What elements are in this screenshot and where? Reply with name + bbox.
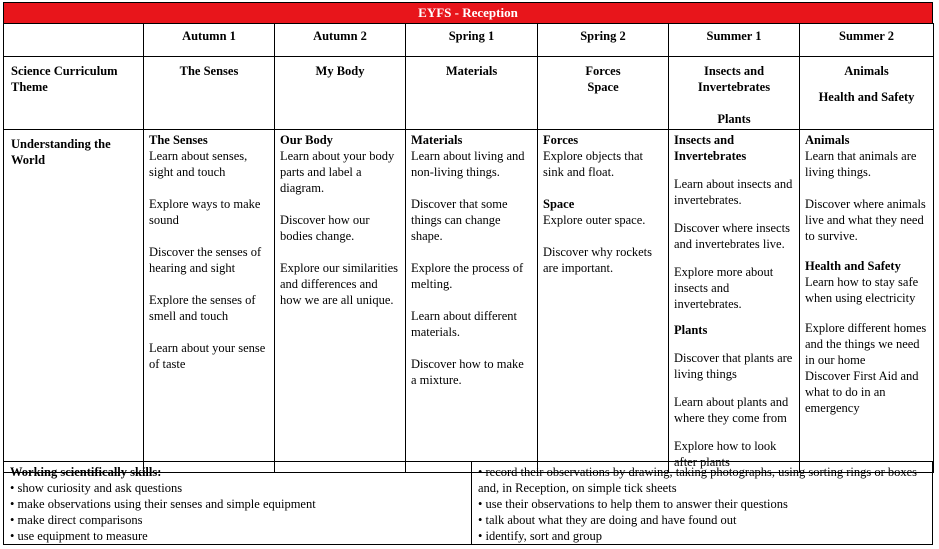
section-heading: Health and Safety — [805, 259, 901, 273]
theme-text: Space — [587, 80, 619, 94]
theme-text: Forces — [585, 64, 621, 78]
theme-row — [4, 57, 934, 130]
theme-text: Materials — [445, 64, 498, 78]
curriculum-table — [3, 23, 934, 473]
theme-text: The Senses — [179, 64, 239, 78]
term-autumn-1: Autumn 1 — [144, 24, 275, 57]
activity-text: Discover how to make a mixture. — [411, 357, 524, 387]
theme-text: Plants — [717, 112, 751, 126]
utw-row-label: Understanding the World — [4, 130, 144, 473]
activity-text: Discover how our bodies change. — [280, 213, 370, 243]
activity-text: Discover the senses of hearing and sight — [149, 245, 262, 275]
theme-text: My Body — [315, 64, 365, 78]
activity-text: Learn about plants and where they come from — [674, 395, 789, 425]
activity-text: Discover why rockets are important. — [543, 245, 652, 275]
section-heading: Space — [543, 197, 575, 211]
term-spring-2: Spring 2 — [538, 24, 669, 57]
theme-row-label: Science Curriculum Theme — [4, 57, 144, 130]
theme-text: Insects and Invertebrates — [697, 64, 771, 94]
utw-summer-1 — [669, 130, 800, 473]
skills-title: Working scientifically skills: — [10, 465, 162, 479]
activity-text: Explore ways to make sound — [149, 197, 261, 227]
theme-summer-1 — [669, 57, 800, 130]
utw-spring-2 — [538, 130, 669, 473]
activity-text: Discover First Aid and what to do in an emergency — [805, 369, 919, 415]
skill-item: • make observations using their senses and simple equipment — [10, 497, 316, 511]
activity-text: Explore the senses of smell and touch — [149, 293, 256, 323]
skills-left-column — [4, 462, 472, 544]
section-heading: Plants — [674, 323, 708, 337]
term-spring-1: Spring 1 — [406, 24, 538, 57]
theme-autumn-1 — [144, 57, 275, 130]
section-heading: Animals — [805, 133, 850, 147]
activity-text: Discover where insects and invertebrates live. — [674, 221, 790, 251]
activity-text: Discover that plants are living things — [674, 351, 793, 381]
skill-item: • use their observations to help them to answer their questions — [478, 497, 788, 511]
skill-item: • use equipment to measure — [10, 529, 148, 543]
skill-item: • record their observations by drawing, taking photographs, using sorting rings or boxes and, in Reception, on simple tick sheets — [478, 465, 918, 495]
activity-text: Explore outer space. — [543, 213, 646, 227]
section-heading: Forces — [543, 133, 579, 147]
skill-item: • make direct comparisons — [10, 513, 143, 527]
activity-text: Learn about your body parts and label a diagram. — [280, 149, 395, 195]
term-summer-1: Summer 1 — [669, 24, 800, 57]
activity-text: Explore more about insects and invertebrates. — [674, 265, 774, 311]
page-title: EYFS - Reception — [3, 2, 933, 24]
theme-spring-2 — [538, 57, 669, 130]
skills-right-column — [472, 462, 932, 544]
section-heading: Insects and Invertebrates — [674, 133, 747, 163]
theme-spring-1 — [406, 57, 538, 130]
activity-text: Learn how to stay safe when using electricity — [805, 275, 919, 305]
theme-autumn-2 — [275, 57, 406, 130]
activity-text: Learn about senses, sight and touch — [149, 149, 248, 179]
corner-cell — [4, 24, 144, 57]
theme-summer-2 — [800, 57, 934, 130]
activity-text: Discover that some things can change shape. — [411, 197, 508, 243]
section-heading: Materials — [411, 133, 463, 147]
activity-text: Learn about different materials. — [411, 309, 517, 339]
activity-text: Discover where animals live and what they need to survive. — [805, 197, 926, 243]
activity-text: Learn about insects and invertebrates. — [674, 177, 793, 207]
understanding-world-row — [4, 130, 934, 473]
skill-item: • show curiosity and ask questions — [10, 481, 183, 495]
utw-autumn-1 — [144, 130, 275, 473]
activity-text: Explore objects that sink and float. — [543, 149, 643, 179]
activity-text: Learn about your sense of taste — [149, 341, 266, 371]
activity-text: Learn about living and non-living things. — [411, 149, 525, 179]
theme-text: Health and Safety — [818, 90, 915, 104]
utw-summer-2 — [800, 130, 934, 473]
term-summer-2: Summer 2 — [800, 24, 934, 57]
activity-text: Explore the process of melting. — [411, 261, 524, 291]
skill-item: • talk about what they are doing and have found out — [478, 513, 737, 527]
utw-spring-1 — [406, 130, 538, 473]
working-scientifically-box — [3, 461, 933, 545]
curriculum-sheet — [3, 2, 933, 545]
term-header-row — [4, 24, 934, 57]
section-heading: Our Body — [280, 133, 333, 147]
section-heading: The Senses — [149, 133, 208, 147]
utw-autumn-2 — [275, 130, 406, 473]
term-autumn-2: Autumn 2 — [275, 24, 406, 57]
activity-text: Explore our similarities and differences and how we are all unique. — [280, 261, 399, 307]
activity-text: Explore how to look after plants — [674, 439, 777, 469]
activity-text: Learn that animals are living things. — [805, 149, 917, 179]
skill-item: • identify, sort and group — [478, 529, 603, 543]
activity-text: Explore different homes and the things we need in our home — [805, 321, 927, 367]
theme-text: Animals — [844, 64, 889, 78]
